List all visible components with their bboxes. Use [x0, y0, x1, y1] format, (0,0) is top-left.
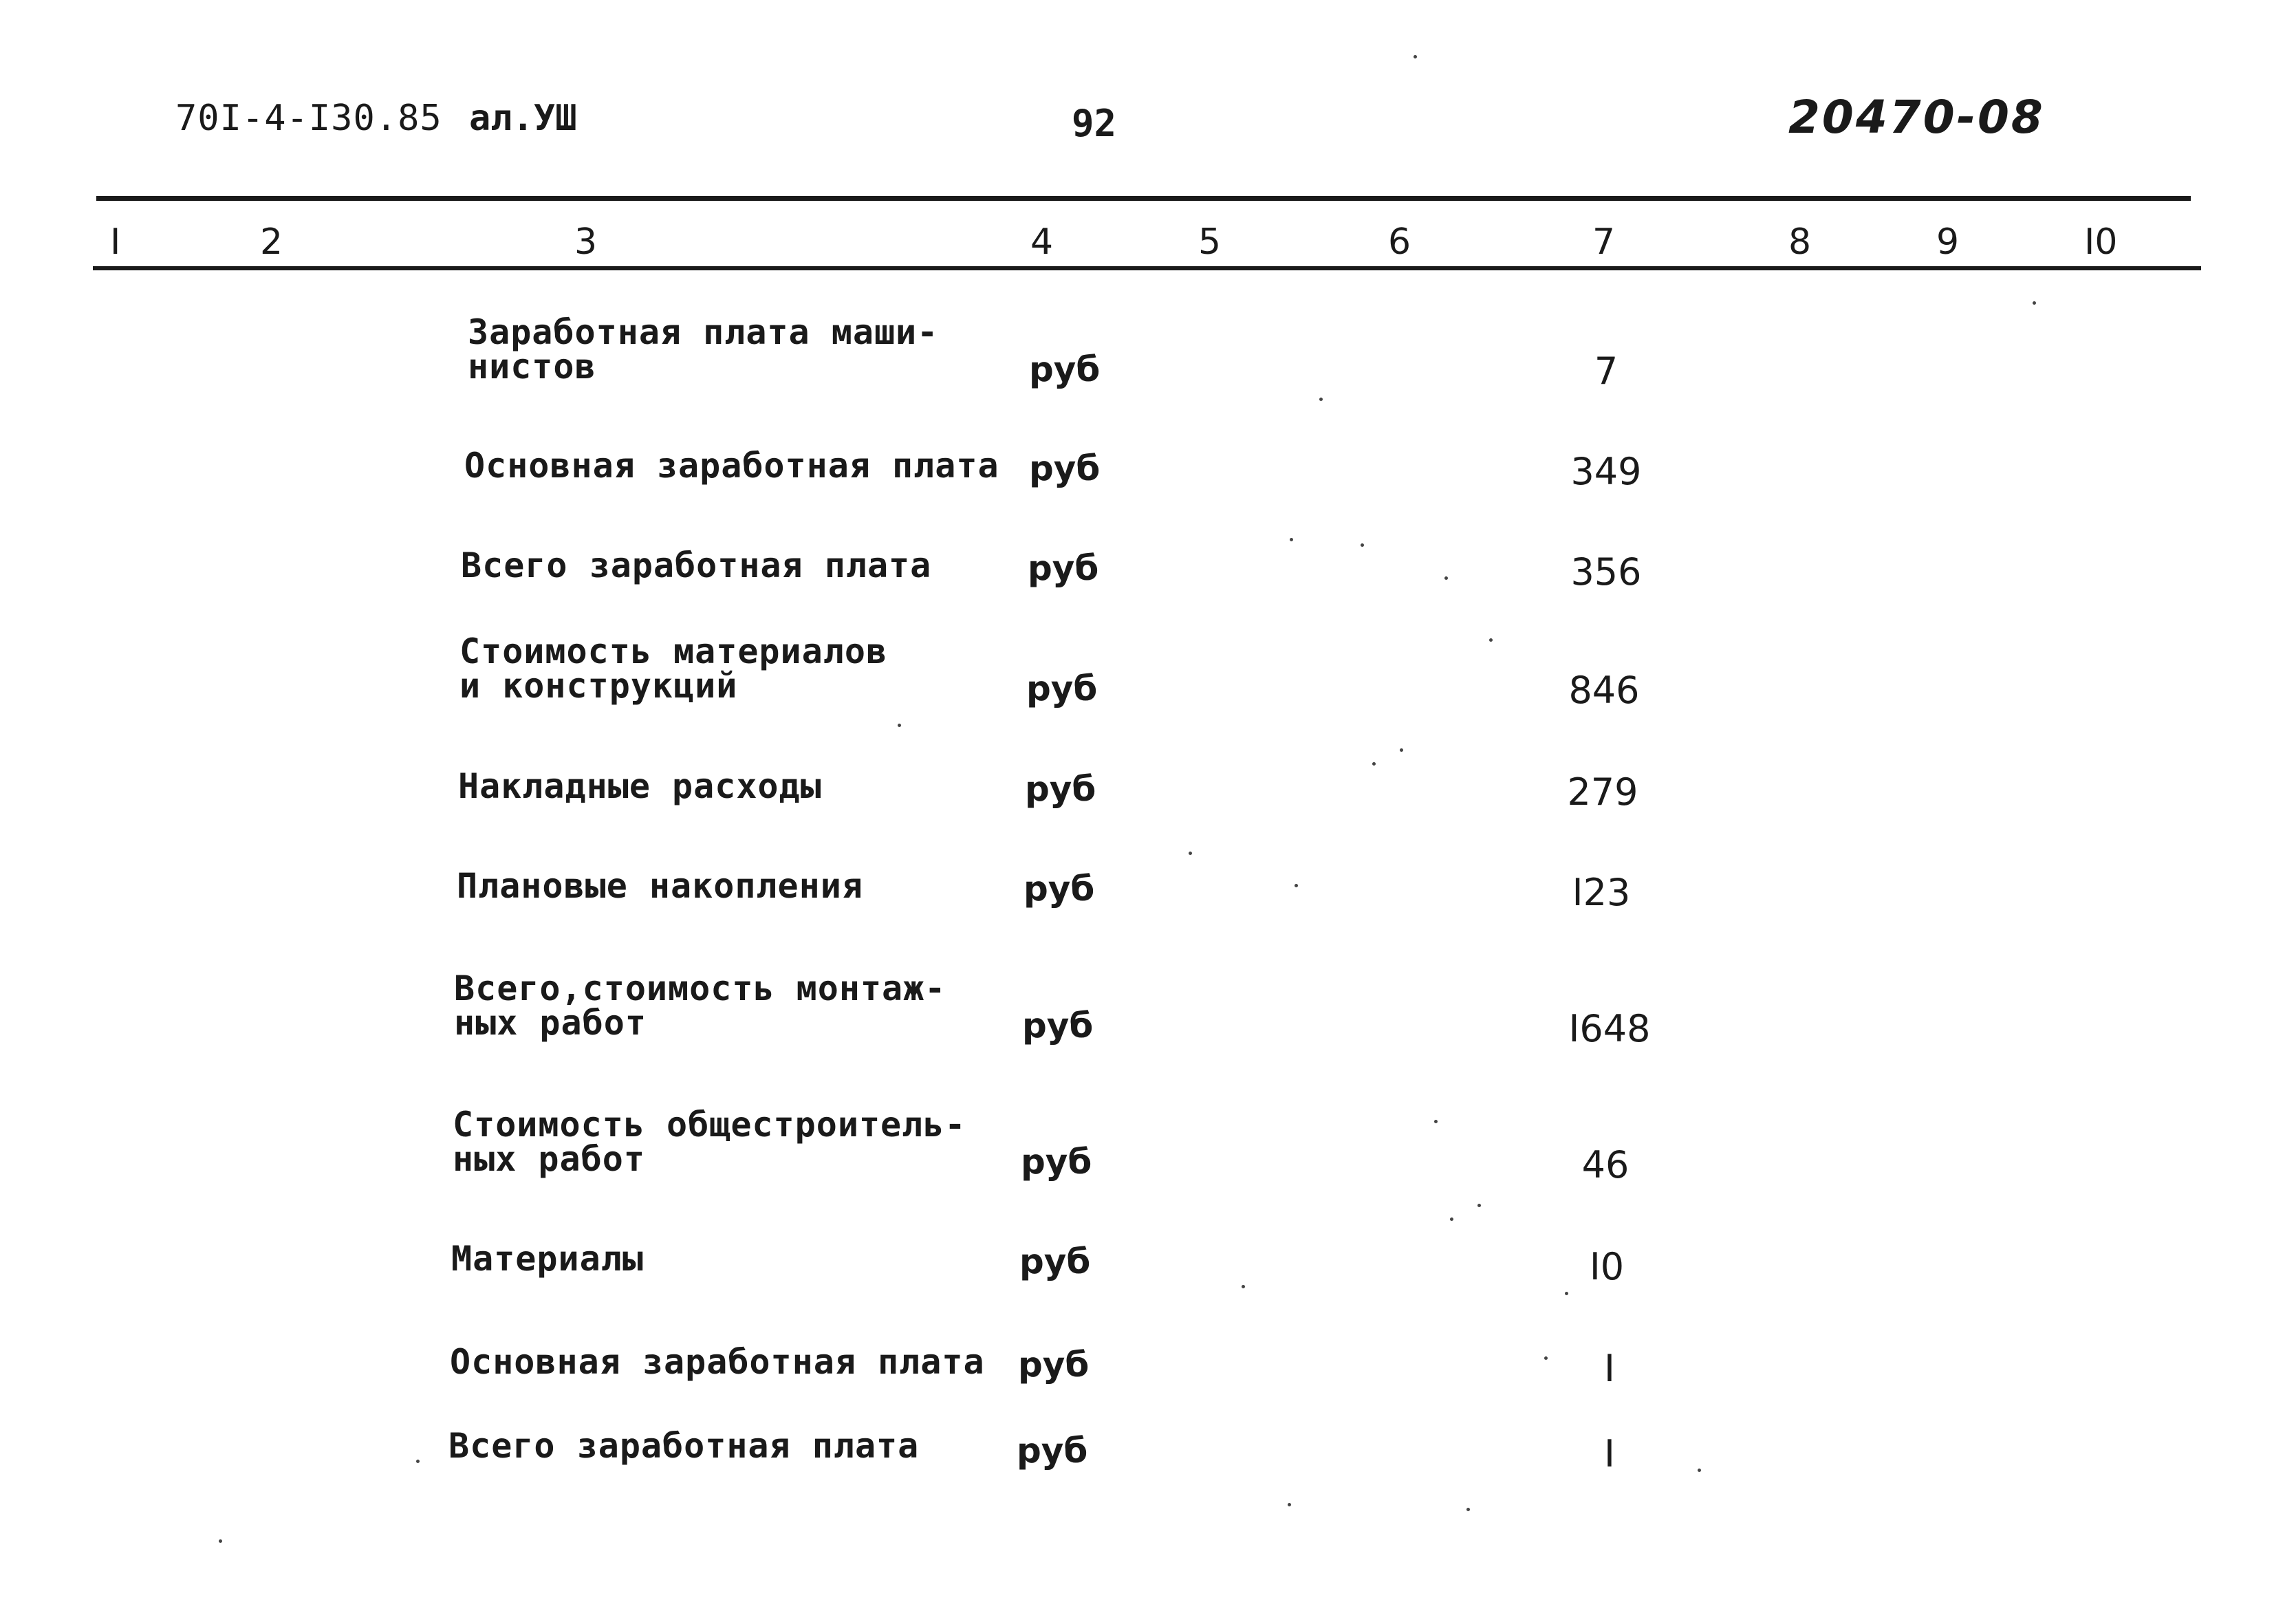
row-value: I648: [1568, 1007, 1651, 1050]
column-number: 3: [574, 221, 598, 263]
row-label: Основная заработная плата: [450, 1342, 985, 1382]
row-value: 279: [1567, 770, 1638, 814]
row-unit: руб: [1024, 869, 1095, 909]
column-number: 4: [1030, 221, 1054, 263]
column-number: I0: [2084, 221, 2118, 263]
row-label: Стоимость материалов и конструкций: [459, 631, 888, 706]
row-label: Заработная плата маши- нистов: [468, 312, 939, 387]
column-number: 5: [1198, 221, 1222, 263]
row-label: Стоимость общестроитель- ных работ: [453, 1105, 966, 1179]
row-unit: руб: [1026, 669, 1098, 708]
row-unit: руб: [1022, 1006, 1094, 1046]
row-value: 349: [1570, 450, 1642, 493]
row-unit: руб: [1021, 1142, 1092, 1182]
row-value: 7: [1594, 349, 1618, 393]
row-value: I23: [1572, 871, 1631, 914]
row-label: Материалы: [451, 1239, 644, 1279]
row-unit: руб: [1019, 1242, 1091, 1281]
row-value: 46: [1581, 1143, 1629, 1187]
row-value: I0: [1589, 1245, 1625, 1288]
column-number: 6: [1388, 221, 1411, 263]
column-number: I: [110, 221, 121, 263]
page-number: 92: [1072, 102, 1117, 145]
column-number: 8: [1788, 221, 1812, 263]
row-value: 846: [1568, 669, 1640, 712]
archive-number: 20470-08: [1788, 91, 2045, 144]
row-unit: руб: [1018, 1345, 1090, 1385]
row-value: 356: [1570, 550, 1642, 594]
column-number: 9: [1936, 221, 1960, 263]
document-code: 70I-4-I30.85: [175, 98, 442, 139]
row-unit: руб: [1028, 548, 1099, 588]
row-value: I: [1604, 1432, 1615, 1475]
column-number: 2: [260, 221, 283, 263]
row-label: Основная заработная плата: [464, 446, 999, 486]
row-value: I: [1604, 1347, 1615, 1390]
column-number: 7: [1592, 221, 1616, 263]
row-label: Всего заработная плата: [461, 545, 932, 585]
row-unit: руб: [1029, 448, 1101, 488]
row-label: Всего,стоимость монтаж- ных работ: [454, 968, 946, 1043]
column-header-rule: [93, 266, 2201, 270]
table-top-rule: [96, 196, 2191, 201]
sheet-label: ал.УШ: [469, 98, 577, 139]
row-unit: руб: [1017, 1431, 1088, 1471]
row-label: Накладные расходы: [458, 766, 822, 806]
row-label: Всего заработная плата: [448, 1426, 920, 1466]
row-label: Плановые накопления: [457, 866, 863, 906]
row-unit: руб: [1025, 769, 1096, 809]
row-unit: руб: [1029, 349, 1101, 389]
